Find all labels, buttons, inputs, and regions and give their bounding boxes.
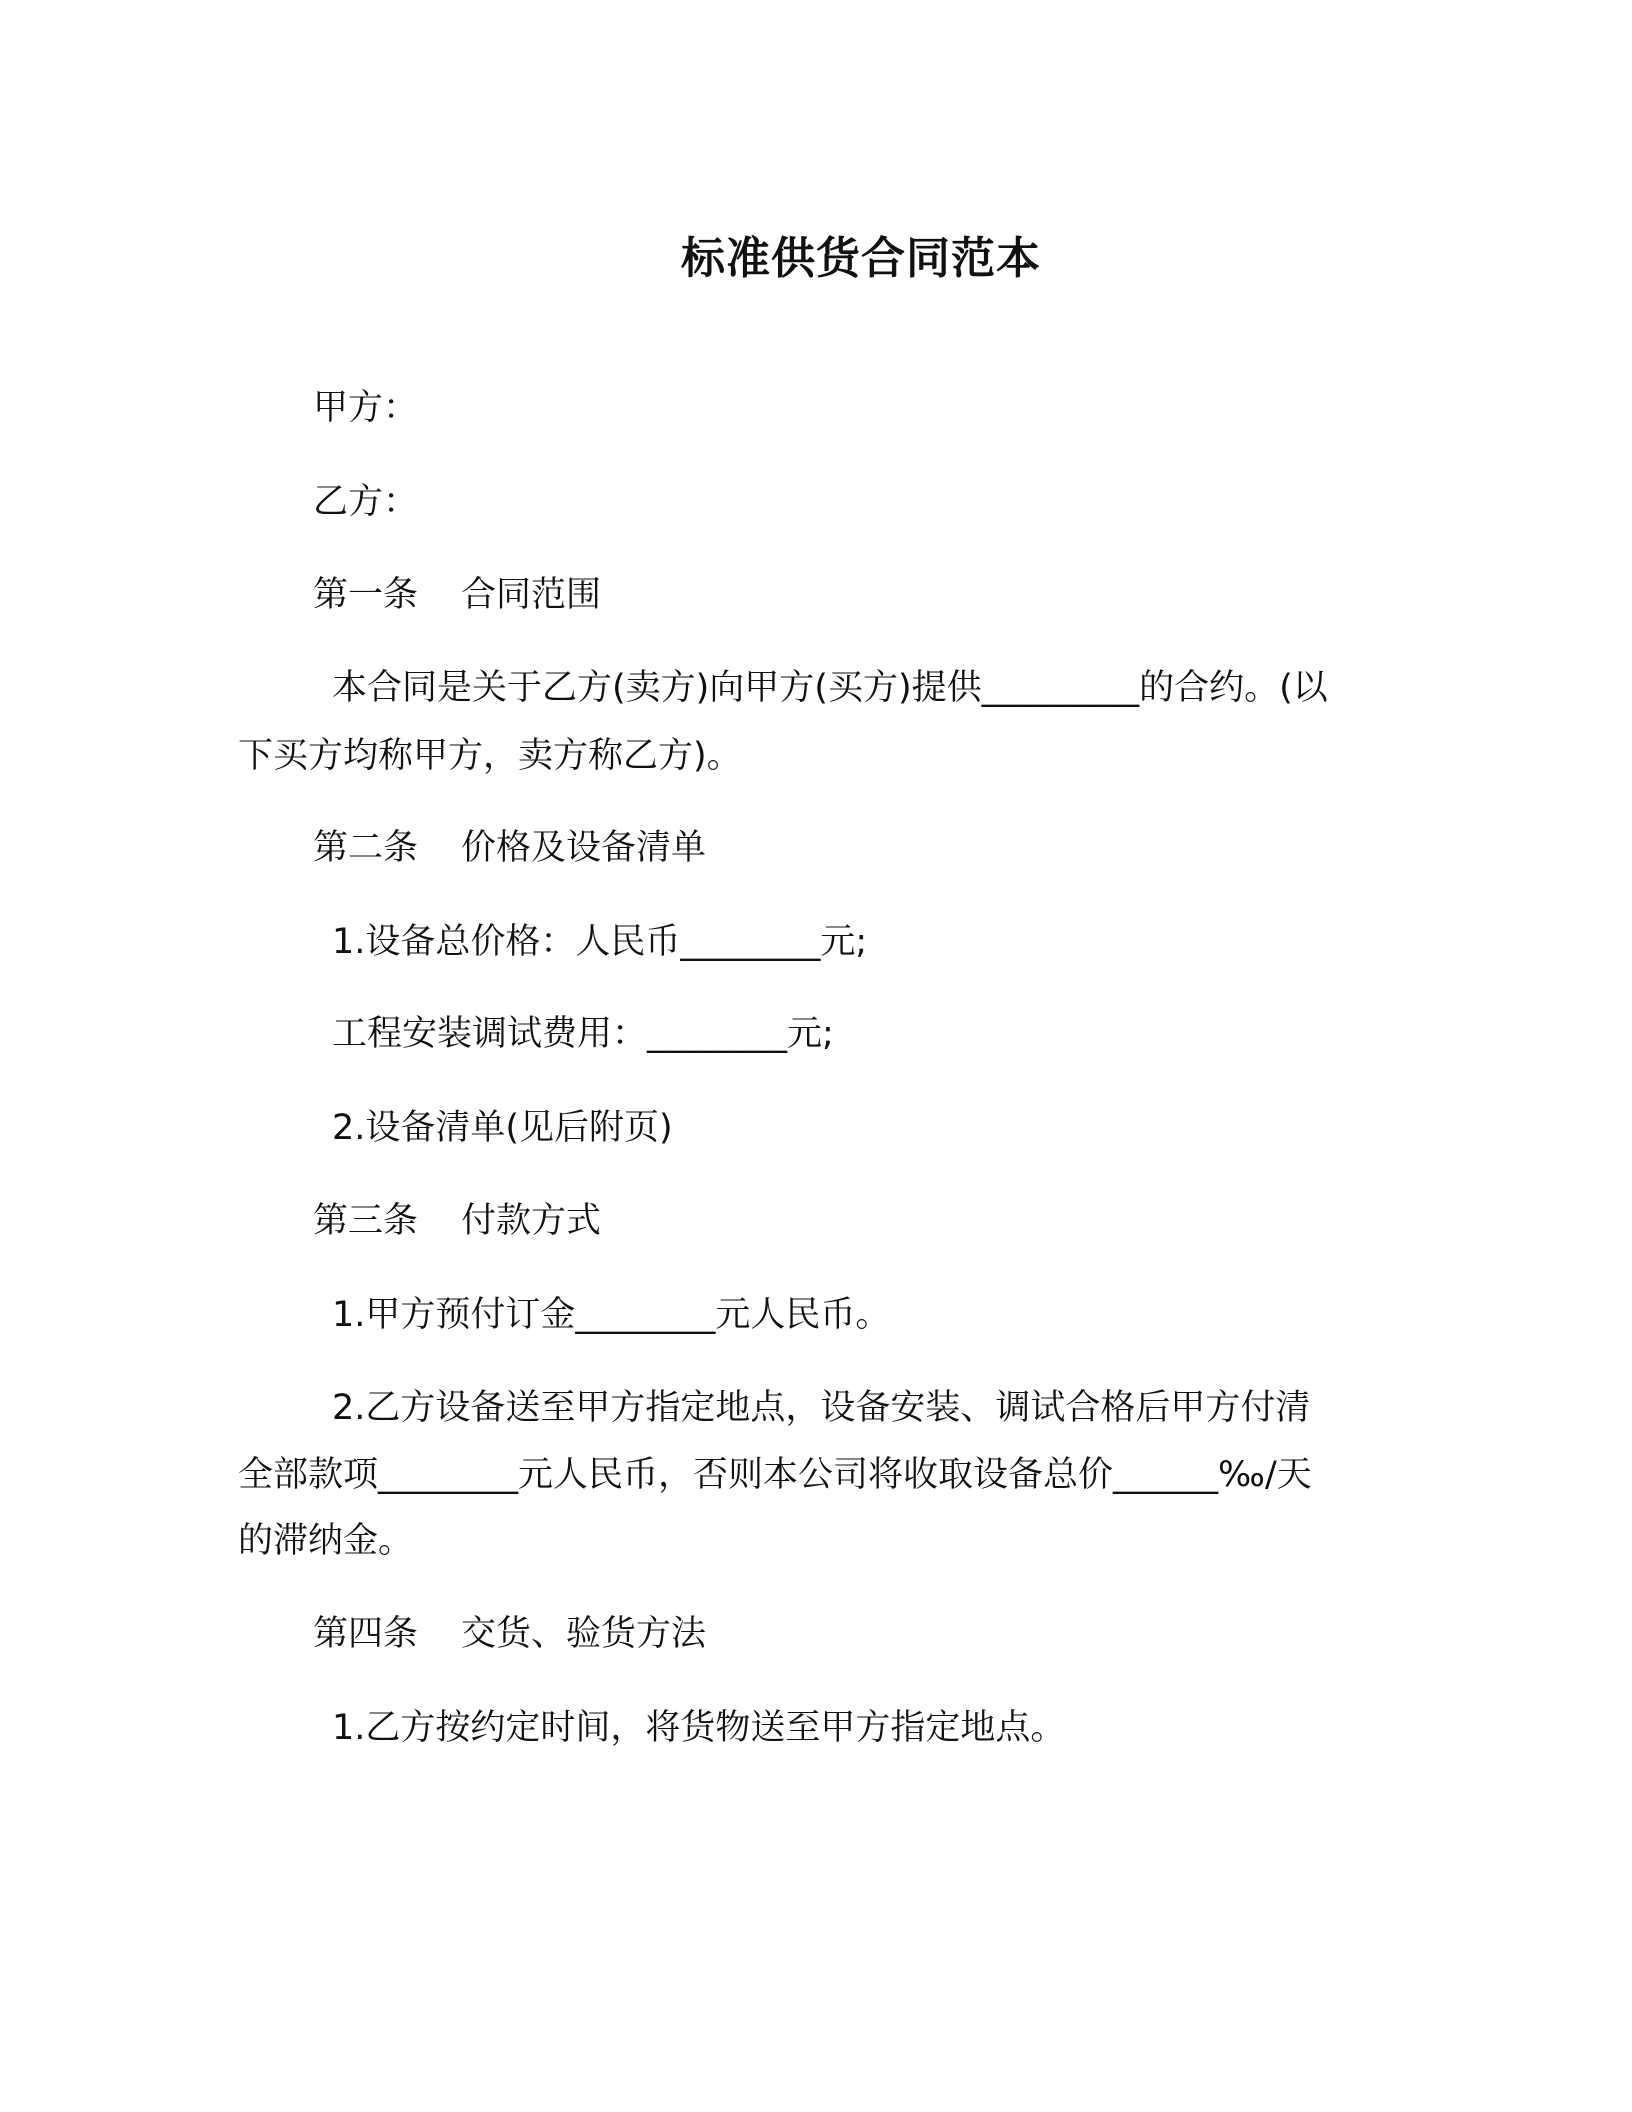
article-title: 付款方式: [461, 1201, 602, 1241]
article-title: 合同范围: [461, 575, 602, 615]
article-1-paragraph-line-2: 下买方均称甲方，卖方称乙方)。: [238, 736, 742, 776]
article-3-heading: [313, 1199, 601, 1243]
article-2-item-1: 1.设备总价格：人民币________元;: [332, 922, 868, 962]
article-number: 第三条: [313, 1201, 419, 1241]
article-title: 价格及设备清单: [461, 828, 707, 868]
article-4-item-1: 1.乙方按约定时间，将货物送至甲方指定地点。: [332, 1708, 1066, 1748]
article-title: 交货、验货方法: [461, 1614, 707, 1654]
party-b-label: 乙方：: [313, 482, 419, 522]
article-3-item-2-line-3: 的滞纳金。: [238, 1521, 414, 1561]
article-2-item-2: 2.设备清单(见后附页): [332, 1108, 673, 1148]
article-3-item-2-line-2: 全部款项________元人民币，否则本公司将收取设备总价______‰/天: [238, 1455, 1312, 1495]
article-4-heading: [313, 1612, 706, 1656]
article-3-item-1: 1.甲方预付订金________元人民币。: [332, 1295, 891, 1335]
article-1-heading: [313, 573, 601, 617]
article-1-paragraph-line-1: 本合同是关于乙方(卖方)向甲方(买方)提供_________的合约。(以: [332, 668, 1328, 708]
article-2-heading: [313, 826, 706, 870]
article-number: 第四条: [313, 1614, 419, 1654]
article-number: 第一条: [313, 575, 419, 615]
article-number: 第二条: [313, 828, 419, 868]
article-2-item-1b: 工程安装调试费用：________元;: [332, 1014, 834, 1054]
document-title: 标准供货合同范本: [681, 233, 1041, 284]
article-3-item-2-line-1: 2.乙方设备送至甲方指定地点，设备安装、调试合格后甲方付清: [332, 1388, 1311, 1428]
party-a-label: 甲方：: [313, 388, 419, 428]
